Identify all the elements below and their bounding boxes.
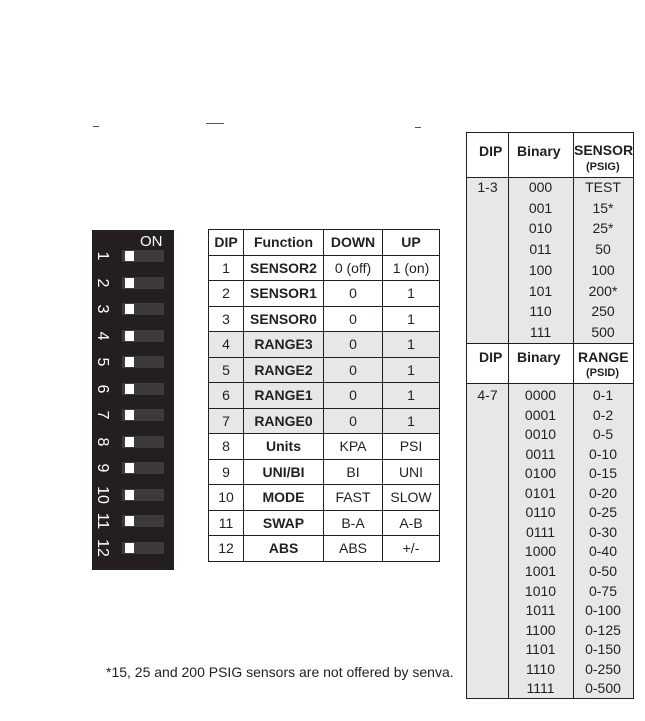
dip-switch-number: 1 xyxy=(94,251,111,261)
header-function: Function xyxy=(244,230,324,256)
dip-switch-number: 2 xyxy=(94,278,111,287)
dip-cell: 4 xyxy=(209,332,244,358)
dip-switch-number: 10 xyxy=(94,485,111,504)
scan-artifact xyxy=(415,127,421,128)
dip-switch-number: 3 xyxy=(94,304,111,314)
function-table-row xyxy=(209,408,440,434)
dip-cell: 11 xyxy=(209,510,244,536)
scan-artifact xyxy=(206,123,224,124)
sensor-value-cell: 25* xyxy=(592,220,614,237)
dip-switch-row xyxy=(92,376,174,402)
binary-cell: 0001 xyxy=(524,406,557,423)
dip-switch-row xyxy=(92,296,174,322)
dip-cell: 2 xyxy=(209,281,244,307)
range-value-cell: 0-250 xyxy=(585,660,621,677)
range-value-cell: 0-10 xyxy=(588,445,618,462)
switch-toggle xyxy=(125,463,134,473)
footnote: *15, 25 and 200 PSIG sensors are not offered by senva. xyxy=(106,664,454,680)
binary-cell: 1010 xyxy=(524,582,557,599)
binary-cell: 1000 xyxy=(524,543,557,560)
up-cell: 1 xyxy=(383,408,440,434)
binary-cell: 0110 xyxy=(525,504,556,521)
down-cell: 0 xyxy=(324,383,383,409)
binary-cell: 000 xyxy=(528,179,553,195)
binary-cell: 101 xyxy=(528,282,553,299)
sensor-value-cell: 100 xyxy=(591,261,615,278)
dip-switch-row xyxy=(92,323,174,349)
down-cell: 0 (off) xyxy=(324,255,383,281)
function-table-row xyxy=(209,485,440,511)
range-value-cell: 0-1 xyxy=(592,387,614,403)
switch-toggle xyxy=(125,357,134,367)
range-value-cell: 0-2 xyxy=(592,406,614,423)
range-value-cell: 0-20 xyxy=(588,484,618,501)
range-value-cell: 0-15 xyxy=(588,465,618,482)
down-cell: KPA xyxy=(324,434,383,460)
range-value-cell: 0-75 xyxy=(588,582,618,599)
dip-switch-row xyxy=(92,455,174,481)
sensor-header-unit: (PSIG) xyxy=(586,161,620,173)
switch-toggle xyxy=(125,516,134,526)
binary-cell: 1011 xyxy=(525,602,556,619)
dip-switch-number: 8 xyxy=(94,437,111,446)
dip-switch-row xyxy=(92,270,174,296)
switch-toggle xyxy=(125,410,134,420)
function-table-row xyxy=(209,434,440,460)
down-cell: 0 xyxy=(324,281,383,307)
dip-switch-row xyxy=(92,349,174,375)
range-value-cell: 0-100 xyxy=(585,602,621,619)
dip-cell: 1 xyxy=(209,255,244,281)
dip-switch-graphic xyxy=(92,230,174,570)
function-table-header xyxy=(209,230,440,256)
dip-switch-number: 5 xyxy=(94,357,111,367)
sensor-dip-group: 1-3 xyxy=(477,179,498,195)
sensor-header-sensor: SENSOR xyxy=(574,142,634,158)
header-up: UP xyxy=(383,230,440,256)
binary-cell: 010 xyxy=(528,220,553,237)
dip-cell: 5 xyxy=(209,357,244,383)
up-cell: 1 xyxy=(383,332,440,358)
range-header-dip: DIP xyxy=(479,349,503,365)
binary-cell: 110 xyxy=(529,303,552,320)
function-cell: ABS xyxy=(244,536,324,562)
up-cell: 1 xyxy=(383,357,440,383)
up-cell: +/- xyxy=(383,536,440,562)
range-value-cell: 0-50 xyxy=(588,562,618,579)
function-table-row xyxy=(209,255,440,281)
binary-cell: 1110 xyxy=(525,660,556,677)
function-table xyxy=(208,229,440,562)
function-table-row xyxy=(209,459,440,485)
binary-cell: 0010 xyxy=(524,426,557,443)
function-cell: Units xyxy=(244,434,324,460)
sensor-value-cell: 250 xyxy=(591,303,615,320)
range-table-header xyxy=(467,343,633,384)
switch-toggle xyxy=(125,490,134,500)
dip-cell: 12 xyxy=(209,536,244,562)
binary-cell: 0011 xyxy=(525,445,556,462)
function-table-row xyxy=(209,383,440,409)
switch-toggle xyxy=(125,331,134,341)
function-cell: RANGE3 xyxy=(244,332,324,358)
dip-switch-number: 12 xyxy=(94,538,111,557)
function-table-row xyxy=(209,536,440,562)
switch-toggle xyxy=(125,251,134,261)
function-cell: RANGE1 xyxy=(244,383,324,409)
dip-switch-number: 4 xyxy=(94,331,111,340)
dip-switch-number: 9 xyxy=(94,463,111,473)
dip-cell: 7 xyxy=(209,408,244,434)
down-cell: 0 xyxy=(324,357,383,383)
dip-switch-row xyxy=(92,508,174,534)
function-cell: SENSOR2 xyxy=(244,255,324,281)
binary-cell: 0101 xyxy=(524,484,557,501)
up-cell: PSI xyxy=(383,434,440,460)
range-value-cell: 0-30 xyxy=(588,523,618,540)
header-dip: DIP xyxy=(209,230,244,256)
up-cell: 1 (on) xyxy=(383,255,440,281)
binary-cell: 0111 xyxy=(525,523,556,540)
function-cell: RANGE2 xyxy=(244,357,324,383)
dip-cell: 10 xyxy=(209,485,244,511)
header-down: DOWN xyxy=(324,230,383,256)
function-table-row xyxy=(209,306,440,332)
down-cell: ABS xyxy=(324,536,383,562)
binary-cell: 1100 xyxy=(525,621,556,638)
sensor-header-dip: DIP xyxy=(479,143,503,159)
range-value-cell: 0-125 xyxy=(585,621,621,638)
function-table-row xyxy=(209,332,440,358)
switch-toggle xyxy=(125,304,134,314)
sensor-range-table xyxy=(466,132,634,699)
sensor-value-cell: TEST xyxy=(585,179,621,195)
binary-cell: 001 xyxy=(528,199,553,216)
dip-switch-number: 7 xyxy=(94,410,111,420)
range-value-cell: 0-150 xyxy=(585,641,621,658)
range-dip-group: 4-7 xyxy=(477,387,498,403)
down-cell: 0 xyxy=(324,408,383,434)
up-cell: 1 xyxy=(383,306,440,332)
dip-cell: 6 xyxy=(209,383,244,409)
range-header-range: RANGE xyxy=(578,349,629,365)
dip-cell: 3 xyxy=(209,306,244,332)
switch-toggle xyxy=(125,437,134,447)
down-cell: FAST xyxy=(324,485,383,511)
sensor-header-binary: Binary xyxy=(517,143,561,159)
binary-cell: 0100 xyxy=(524,465,557,482)
dip-switch-row xyxy=(92,402,174,428)
function-cell: UNI/BI xyxy=(244,459,324,485)
binary-cell: 100 xyxy=(528,261,553,278)
dip-switch-number: 11 xyxy=(94,512,111,530)
binary-cell: 1111 xyxy=(526,680,555,697)
range-value-cell: 0-5 xyxy=(592,426,614,443)
range-value-cell: 0-40 xyxy=(588,543,618,560)
function-cell: RANGE0 xyxy=(244,408,324,434)
range-value-cell: 0-500 xyxy=(585,680,621,697)
binary-cell: 0000 xyxy=(524,387,557,403)
down-cell: 0 xyxy=(324,306,383,332)
dip-switch-row xyxy=(92,482,174,508)
up-cell: A-B xyxy=(383,510,440,536)
up-cell: UNI xyxy=(383,459,440,485)
binary-cell: 1001 xyxy=(524,562,557,579)
binary-cell: 011 xyxy=(529,241,552,258)
function-cell: SWAP xyxy=(244,510,324,536)
sensor-table-header xyxy=(467,133,633,178)
dip-cell: 9 xyxy=(209,459,244,485)
range-header-unit: (PSID) xyxy=(586,367,619,379)
function-cell: SENSOR1 xyxy=(244,281,324,307)
down-cell: B-A xyxy=(324,510,383,536)
dip-switch-row xyxy=(92,535,174,561)
down-cell: BI xyxy=(324,459,383,485)
switch-toggle xyxy=(125,384,134,394)
dip-on-label: ON xyxy=(140,233,163,250)
up-cell: SLOW xyxy=(383,485,440,511)
dip-switch-number: 6 xyxy=(94,384,111,393)
sensor-value-cell: 15* xyxy=(592,199,614,216)
dip-switch-row xyxy=(92,429,174,455)
sensor-value-cell: 50 xyxy=(595,241,611,258)
function-table-row xyxy=(209,510,440,536)
function-cell: MODE xyxy=(244,485,324,511)
sensor-value-cell: 500 xyxy=(591,323,615,340)
switch-toggle xyxy=(125,543,134,553)
sensor-value-cell: 200* xyxy=(588,282,618,299)
up-cell: 1 xyxy=(383,383,440,409)
down-cell: 0 xyxy=(324,332,383,358)
up-cell: 1 xyxy=(383,281,440,307)
function-table-row xyxy=(209,281,440,307)
binary-cell: 111 xyxy=(529,323,552,340)
switch-toggle xyxy=(125,278,134,288)
function-table-row xyxy=(209,357,440,383)
scan-artifact xyxy=(93,126,99,127)
binary-cell: 1101 xyxy=(525,641,556,658)
range-header-binary: Binary xyxy=(517,349,561,365)
dip-cell: 8 xyxy=(209,434,244,460)
range-value-cell: 0-25 xyxy=(588,504,618,521)
function-cell: SENSOR0 xyxy=(244,306,324,332)
